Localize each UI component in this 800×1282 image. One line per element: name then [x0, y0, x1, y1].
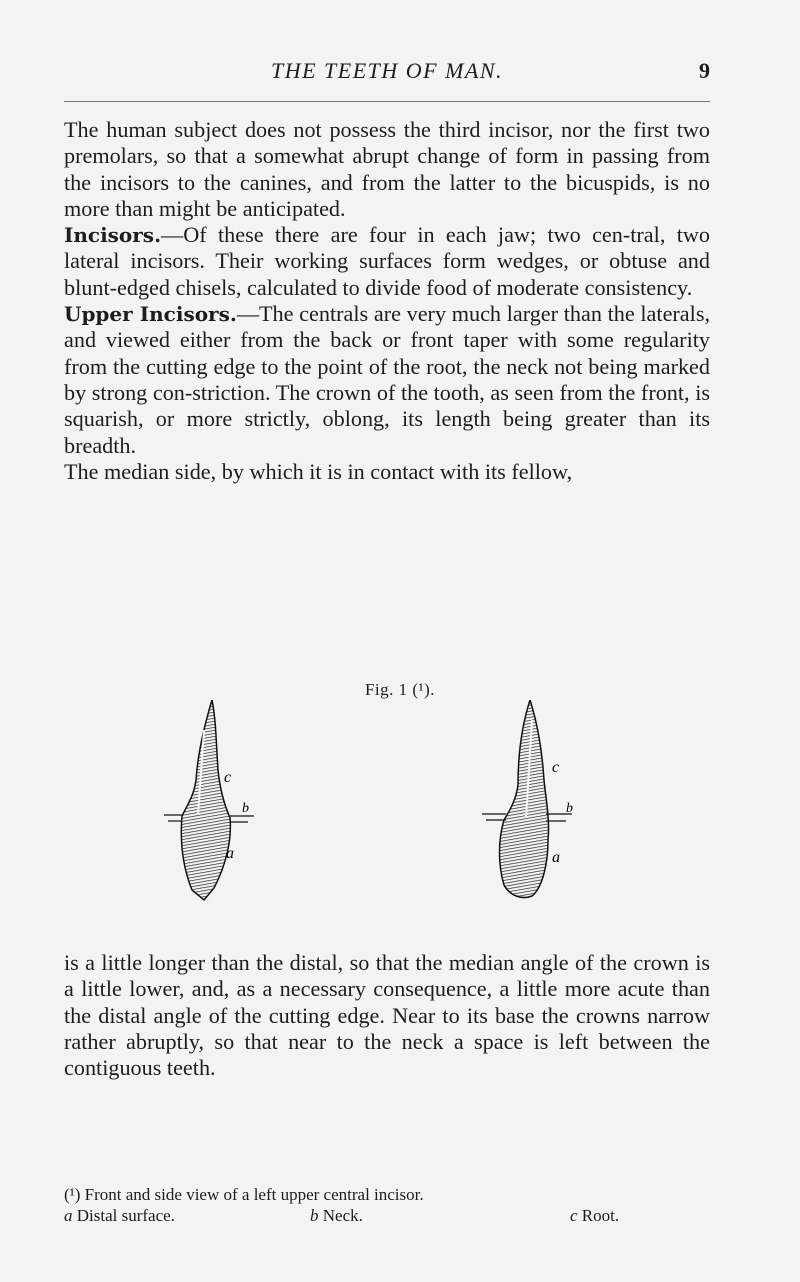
paragraph-text: —Of these there are four in each jaw; two cen-tral, two lateral incisors. Their working surfaces form wedges, or obtuse and blunt-edged chisels, calculated to divide food of moderate consistency. [64, 222, 710, 300]
page-number: 9 [699, 58, 710, 83]
paragraph-text: —The centrals are very much larger than the laterals, and viewed either from the back or front taper with some regularity from the cutting edge to the point of the root, the neck not being marked by strong con-striction. The crown of the tooth, as seen from the front, is squarish, or more strictly, oblong, its length being greater than its breadth. [64, 301, 711, 458]
paragraph [64, 459, 710, 485]
header-rule [64, 101, 710, 102]
footnote-text: (¹) Front and side view of a left upper central incisor. [64, 1185, 424, 1204]
paragraph-text: is a little longer than the distal, so that the median angle of the crown is a little lower, and, as a necessary consequence, a little more acute than the distal angle of the cutting edge. Near to its base the crowns narrow rather abruptly, so that near to the neck a space is left between the contiguous teeth. [64, 950, 710, 1081]
paragraph [64, 222, 710, 301]
legend-item-c: c Root. [570, 1206, 620, 1225]
page-header [64, 58, 710, 88]
legend-item-b: b Neck. [310, 1206, 363, 1225]
figure-caption: Fig. 1 (¹). [364, 680, 436, 699]
section-heading-incisors: Incisors. [64, 223, 162, 248]
label-right-b: b [566, 801, 573, 816]
body-text-top [64, 117, 710, 485]
paragraph-text: The median side, by which it is in contact with its fellow, [64, 458, 573, 484]
label-right-c: c [552, 759, 560, 776]
figure-legend [64, 1205, 710, 1227]
paragraph-text: The human subject does not possess the third incisor, nor the first two premolars, so that a somewhat abrupt change of form in passing from the incisors to the canines, and from the latter to the bicuspids, is no more than might be anticipated. [64, 117, 710, 221]
paragraph [64, 950, 710, 1081]
legend-item-a: a Distal surface. [64, 1206, 175, 1225]
label-right-a: a [552, 849, 560, 866]
paragraph [64, 301, 710, 459]
tooth-side-view [482, 700, 573, 898]
body-text-bottom [64, 950, 710, 1081]
tooth-figure [160, 700, 640, 920]
paragraph [64, 117, 710, 222]
tooth-front-view [164, 700, 254, 900]
incisor-illustration [160, 700, 640, 920]
section-heading-upper-incisors: Upper Incisors. [64, 302, 237, 327]
footnote [64, 1184, 710, 1227]
label-left-a: a [226, 845, 234, 862]
label-left-c: c [224, 769, 232, 786]
label-left-b: b [242, 801, 249, 816]
running-title: THE TEETH OF MAN. [270, 58, 504, 83]
